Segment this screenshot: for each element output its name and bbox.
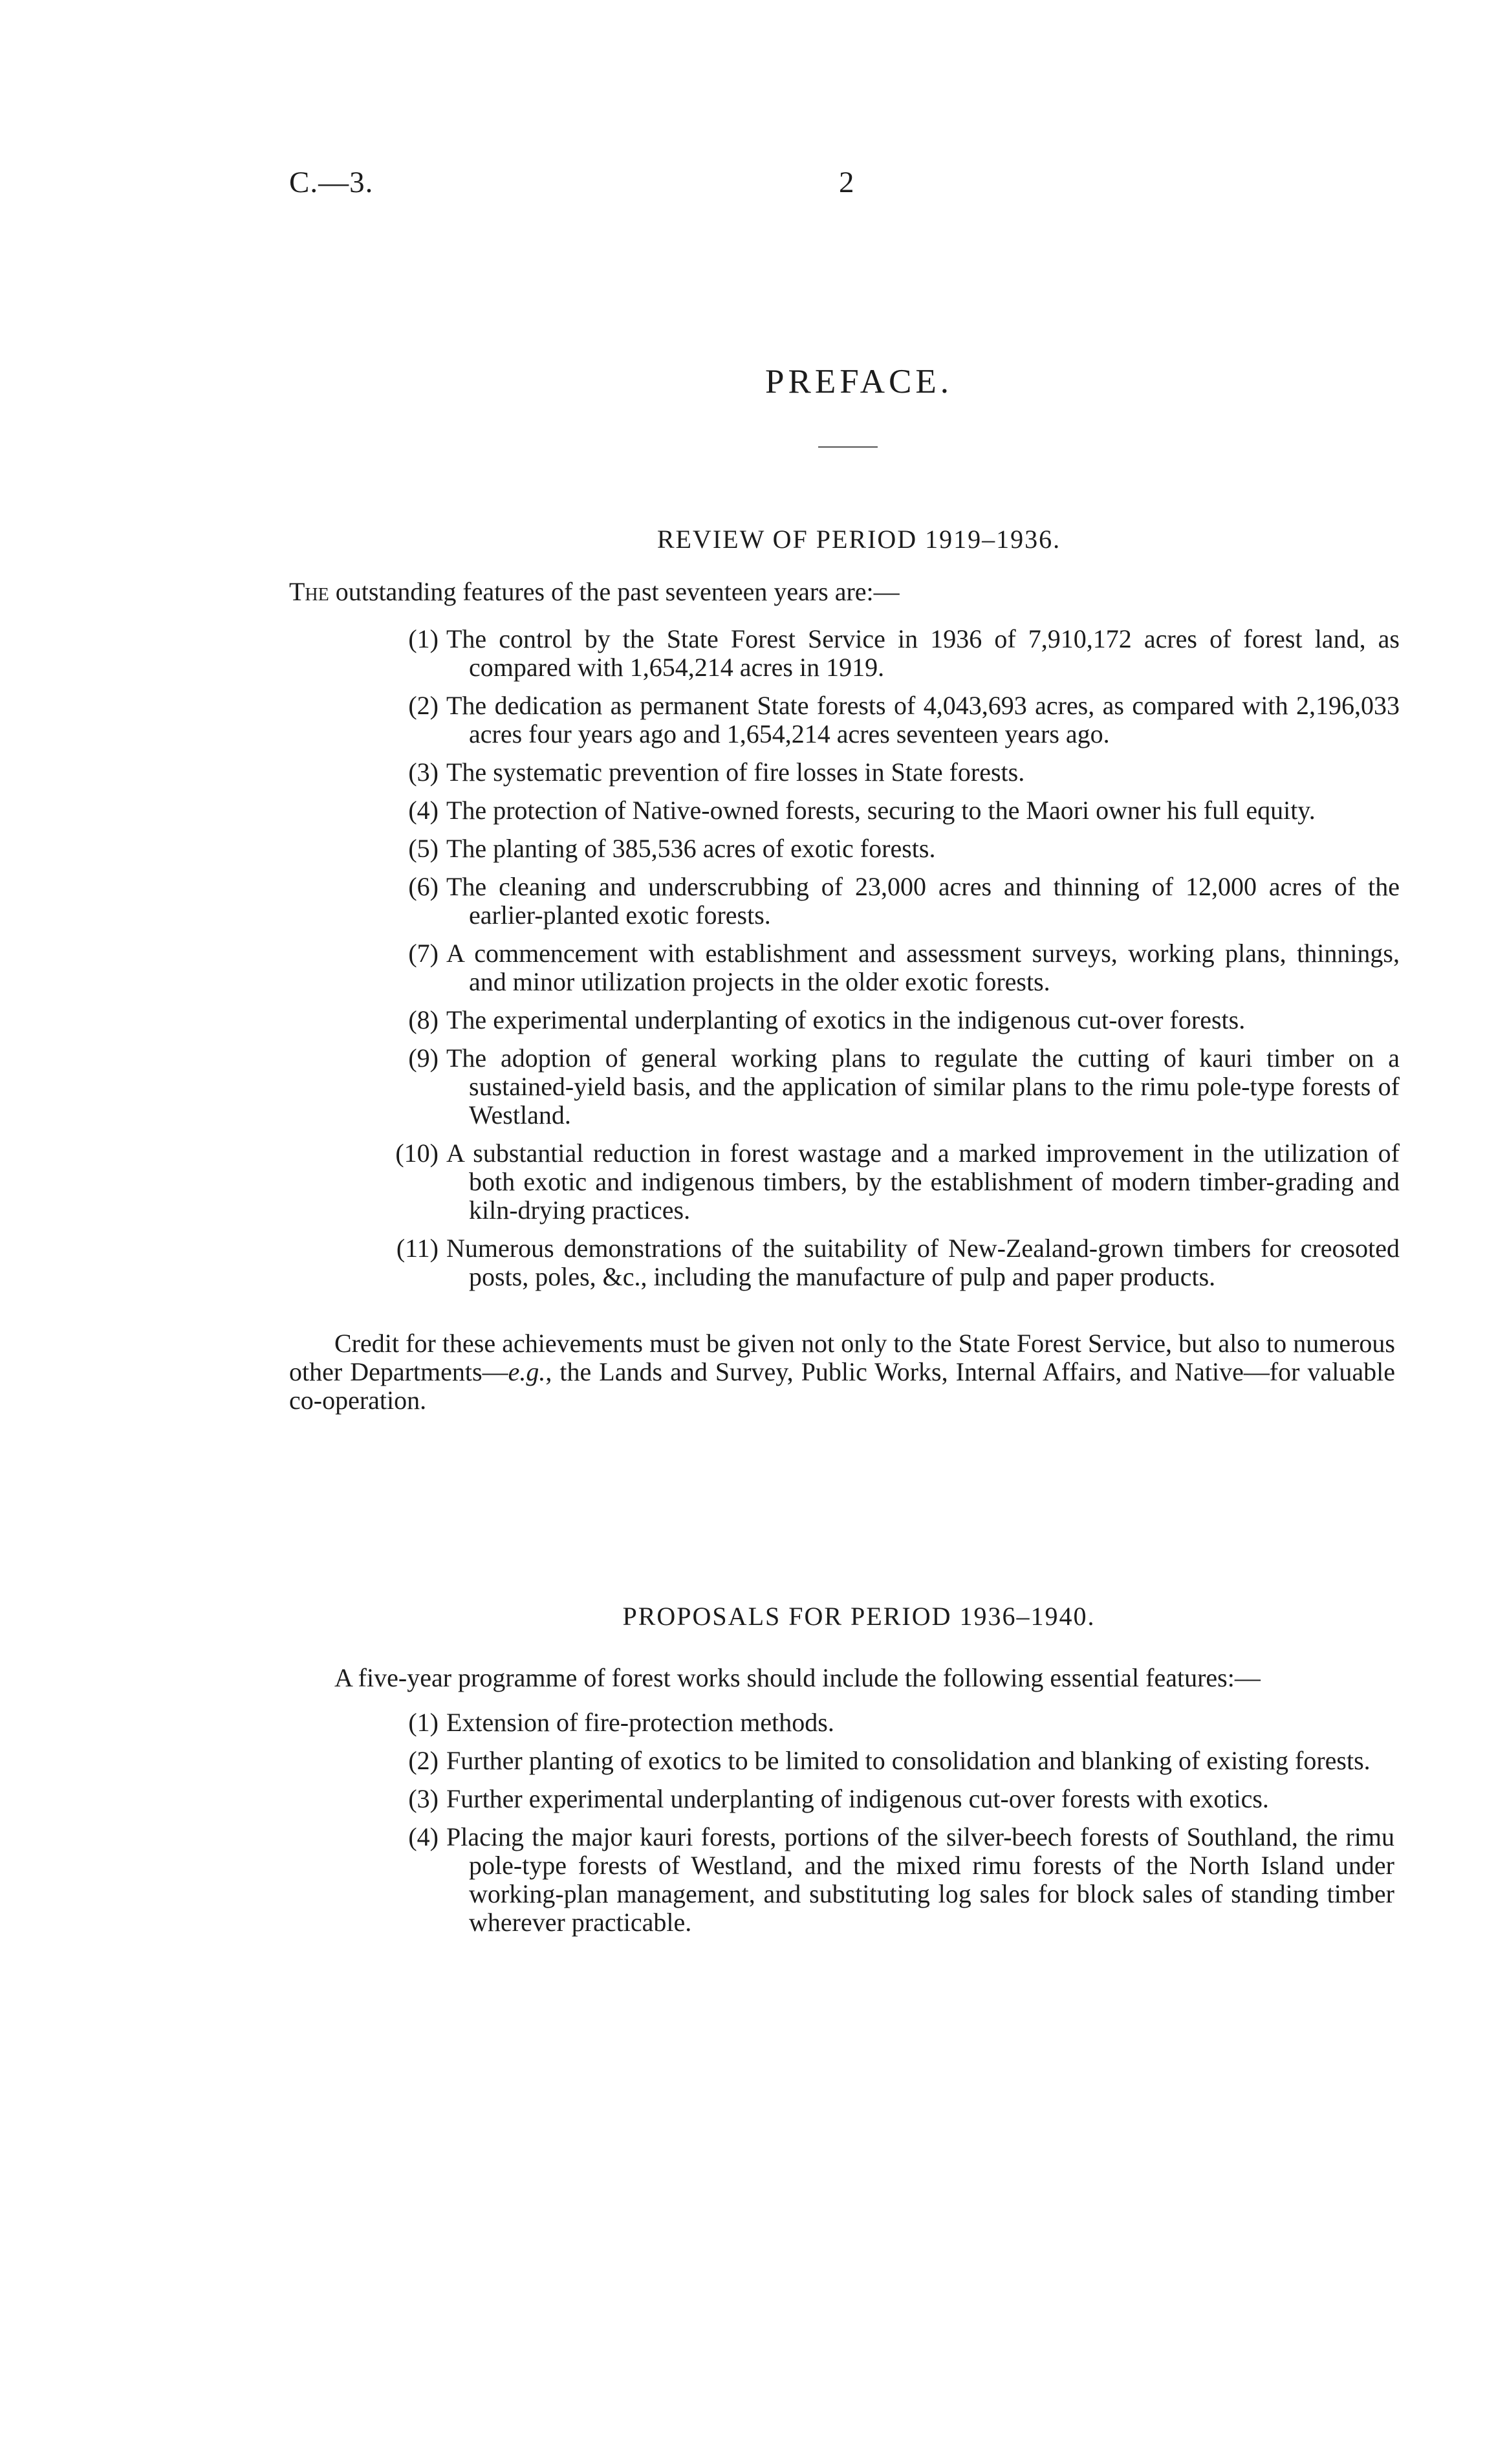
item-text: Further planting of exotics to be limited to consolidation and blanking of existing forests.: [446, 1746, 1371, 1775]
review-intro-lead: The: [289, 577, 329, 606]
item-number: (7): [408, 939, 439, 968]
item-text: The systematic prevention of fire losses in State forests.: [446, 758, 1025, 787]
page-title: PREFACE.: [765, 363, 953, 400]
list-item: [362, 834, 1400, 863]
item-text: The planting of 385,536 acres of exotic forests.: [446, 834, 936, 863]
item-number: (2): [408, 691, 439, 720]
item-number: (11): [396, 1234, 439, 1263]
item-text: The experimental underplanting of exotics in the indigenous cut-over forests.: [446, 1005, 1246, 1034]
list-item: [362, 873, 1400, 930]
item-number: (4): [408, 1822, 439, 1851]
list-item: [362, 1823, 1394, 1937]
item-text: Extension of fire-protection methods.: [446, 1708, 834, 1737]
review-intro: [289, 578, 1399, 606]
item-text: Numerous demonstrations of the suitability of New-Zealand-grown timbers for creosoted posts, poles, &c., including the manufacture of pulp and paper products.: [446, 1234, 1400, 1291]
review-list: [362, 625, 1400, 1301]
list-item: [362, 1044, 1400, 1129]
proposals-heading: PROPOSALS FOR PERIOD 1936–1940.: [622, 1602, 1096, 1631]
item-number: (3): [408, 758, 439, 787]
title-divider: [818, 446, 878, 448]
document-reference: C.—3.: [289, 166, 374, 199]
list-item: [362, 1747, 1394, 1775]
list-item: [362, 939, 1400, 996]
item-number: (8): [408, 1005, 439, 1034]
item-text: The protection of Native-owned forests, securing to the Maori owner his full equity.: [446, 796, 1316, 825]
credit-text-end: , the Lands and Survey, Public Works, Internal Affairs, and Native—for valuable co-operation.: [289, 1357, 1396, 1415]
credit-eg: e.g.: [508, 1357, 546, 1386]
item-number: (2): [408, 1746, 439, 1775]
list-item: [362, 758, 1400, 787]
item-text: Placing the major kauri forests, portions of the silver-beech forests of Southland, the rimu pole-type forests of Westland, and the mixed rimu forests of the North Island under working-plan management, and substituting log sales for block sales of standing timber wherever practicable.: [446, 1822, 1394, 1937]
item-number: (10): [395, 1139, 439, 1168]
list-item: [362, 1006, 1400, 1034]
credit-paragraph: [289, 1329, 1395, 1415]
review-intro-text: outstanding features of the past seventeen years are:—: [329, 577, 900, 606]
item-text: A substantial reduction in forest wastage and a marked improvement in the utilization of both exotic and indigenous timbers, by the establishment of modern timber-grading and kiln-drying practices.: [446, 1139, 1400, 1225]
item-number: (4): [408, 796, 439, 825]
list-item: [362, 796, 1400, 825]
item-text: The adoption of general working plans to regulate the cutting of kauri timber on a sustained-yield basis, and the application of similar plans to the rimu pole-type forests of Westland.: [446, 1043, 1400, 1129]
item-number: (5): [408, 834, 439, 863]
item-text: A commencement with establishment and assessment surveys, working plans, thinnings, and minor utilization projects in the older exotic forests.: [446, 939, 1400, 996]
item-number: (1): [408, 624, 439, 653]
item-text: The dedication as permanent State forests of 4,043,693 acres, as compared with 2,196,033 acres four years ago and 1,654,214 acres seventeen years ago.: [446, 691, 1400, 748]
item-text: The cleaning and underscrubbing of 23,000 acres and thinning of 12,000 acres of the earlier-planted exotic forests.: [446, 872, 1400, 930]
list-item: [362, 1785, 1394, 1813]
item-text: The control by the State Forest Service in 1936 of 7,910,172 acres of forest land, as compared with 1,654,214 acres in 1919.: [446, 624, 1400, 682]
credit-text-start: Credit for these achievements must be given not only to the State Forest Service, but also to numerous other Departments—: [289, 1329, 1395, 1386]
proposals-intro: A five-year programme of forest works should include the following essential features:—: [334, 1663, 1261, 1692]
list-item: [362, 1708, 1394, 1737]
list-item: [362, 625, 1400, 682]
list-item: [362, 692, 1400, 748]
proposals-list: [362, 1708, 1394, 1946]
item-number: (3): [408, 1784, 439, 1813]
page-number: 2: [839, 166, 854, 199]
review-heading: REVIEW OF PERIOD 1919–1936.: [656, 525, 1061, 554]
item-number: (1): [408, 1708, 439, 1737]
item-number: (9): [408, 1043, 439, 1073]
page-header: [0, 165, 1485, 210]
list-item: [362, 1234, 1400, 1291]
item-text: Further experimental underplanting of indigenous cut-over forests with exotics.: [446, 1784, 1269, 1813]
list-item: [362, 1139, 1400, 1225]
item-number: (6): [408, 872, 439, 901]
